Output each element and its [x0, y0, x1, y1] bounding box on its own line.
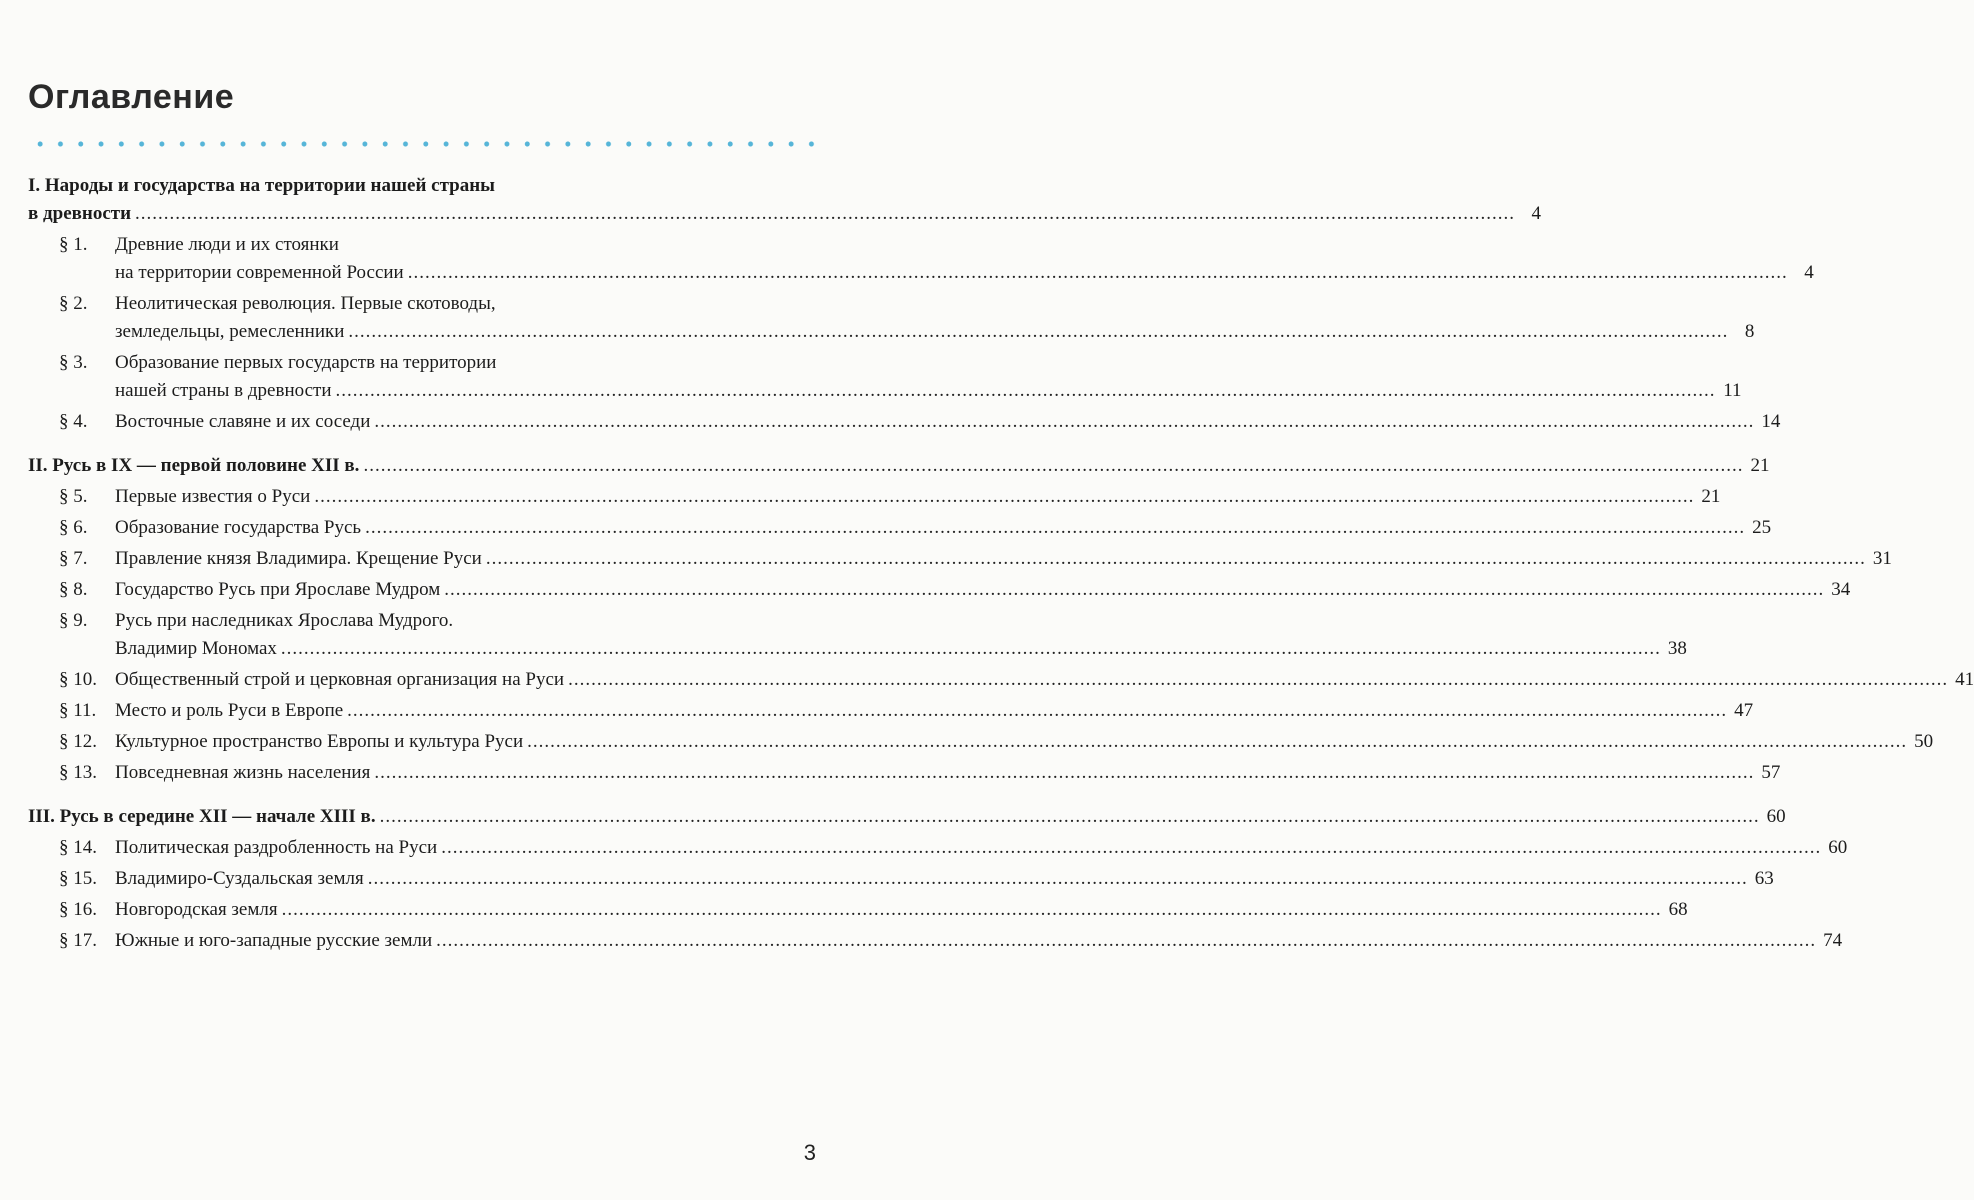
entry-line	[115, 545, 1892, 573]
paragraph-number: § 12.	[59, 731, 97, 752]
dot-leader	[368, 865, 1748, 893]
page-ref: 60	[1766, 806, 1786, 827]
toc-section	[28, 452, 1974, 787]
toc-entry	[28, 576, 1851, 604]
entry-title: Образование государства Русь	[115, 517, 362, 538]
toc-entry	[28, 483, 1721, 511]
entry-body	[115, 231, 1814, 287]
paragraph-number: § 11.	[59, 700, 97, 721]
toc-entry	[28, 607, 1687, 663]
page-ref: 31	[1872, 548, 1892, 569]
page-ref: 21	[1701, 486, 1721, 507]
page-ref: 11	[1723, 380, 1742, 401]
entry-title: Южные и юго-западные русские земли	[115, 930, 433, 951]
page-number: 3	[803, 1140, 816, 1165]
entry-body	[115, 545, 1892, 573]
paragraph-number: § 1.	[59, 234, 88, 255]
entry-body	[115, 728, 1933, 756]
dot-leader	[365, 514, 1745, 542]
page-title: Оглавление	[28, 78, 235, 116]
entry-body	[115, 408, 1780, 436]
page-ref: 25	[1752, 517, 1772, 538]
page-ref: 34	[1831, 579, 1851, 600]
toc-entry	[28, 514, 1772, 542]
paragraph-number: § 5.	[59, 486, 88, 507]
section-line	[28, 803, 1786, 831]
entry-body	[115, 483, 1720, 511]
entry-title: земледельцы, ремесленники	[115, 321, 345, 342]
entry-title-line: Русь при наследниках Ярослава Мудрого.	[115, 610, 454, 631]
entry-title: Владимир Мономах	[115, 638, 277, 659]
paragraph-number: § 9.	[59, 610, 88, 631]
dot-leader	[348, 318, 1728, 346]
entry-title: Место и роль Руси в Европе	[115, 700, 344, 721]
paragraph-number: § 15.	[59, 868, 97, 889]
entry-line	[115, 576, 1850, 604]
toc-entry	[28, 290, 1755, 346]
toc-entry	[28, 408, 1781, 436]
entry-line	[115, 259, 1814, 287]
dot-leader	[282, 896, 1662, 924]
page-ref: 47	[1734, 700, 1754, 721]
dot-leader	[527, 728, 1907, 756]
entry-title: Новгородская земля	[115, 899, 278, 920]
dot-leader	[568, 666, 1948, 694]
page-ref: 4	[1804, 262, 1814, 283]
entry-body	[115, 514, 1771, 542]
dot-leader	[436, 927, 1816, 955]
entry-line	[115, 318, 1754, 346]
toc-section	[28, 803, 1848, 955]
toc-entry	[28, 666, 1974, 694]
page-ref: 41	[1955, 669, 1974, 690]
dot-leader	[347, 697, 1727, 725]
section-heading	[28, 172, 1542, 228]
entry-body	[115, 666, 1974, 694]
page-ref: 50	[1914, 731, 1934, 752]
paragraph-number: § 2.	[59, 293, 88, 314]
section-title: III. Русь в середине XII — начале XIII в.	[28, 806, 376, 827]
entry-line	[115, 514, 1771, 542]
paragraph-number: § 6.	[59, 517, 88, 538]
toc-entry	[28, 545, 1892, 573]
dot-leader	[363, 452, 1743, 480]
entry-title: Общественный строй и церковная организация на Руси	[115, 669, 565, 690]
section-heading	[28, 452, 1770, 480]
paragraph-number: § 14.	[59, 837, 97, 858]
toc-section	[28, 172, 1814, 436]
toc-entry	[28, 896, 1688, 924]
entry-title: Правление князя Владимира. Крещение Руси	[115, 548, 482, 569]
dot-leader	[486, 545, 1866, 573]
entry-title: Политическая раздробленность на Руси	[115, 837, 438, 858]
entry-line	[115, 927, 1842, 955]
paragraph-number: § 17.	[59, 930, 97, 951]
page-ref: 4	[1531, 203, 1542, 224]
page-ref: 68	[1668, 899, 1688, 920]
page-ref: 14	[1761, 411, 1781, 432]
paragraph-number: § 3.	[59, 352, 88, 373]
toc-entry	[28, 349, 1742, 405]
entry-body	[115, 607, 1687, 663]
paragraph-number: § 4.	[59, 411, 88, 432]
page-ref: 57	[1761, 762, 1781, 783]
dot-leader	[374, 408, 1754, 436]
entry-line	[115, 896, 1688, 924]
entry-title: Культурное пространство Европы и культура Руси	[115, 731, 524, 752]
entry-line	[115, 834, 1847, 862]
section-heading	[28, 803, 1786, 831]
page-ref: 21	[1750, 455, 1770, 476]
entry-title: на территории современной России	[115, 262, 404, 283]
entry-title-line: Неолитическая революция. Первые скотоводы,	[115, 293, 496, 314]
entry-body	[115, 576, 1850, 604]
entry-title: Восточные славяне и их соседи	[115, 411, 371, 432]
entry-line	[115, 377, 1742, 405]
paragraph-number: § 13.	[59, 762, 97, 783]
entry-body	[115, 834, 1847, 862]
dot-leader	[441, 834, 1821, 862]
entry-title: Государство Русь при Ярославе Мудром	[115, 579, 441, 600]
entry-line	[115, 697, 1753, 725]
dot-leader	[380, 803, 1760, 831]
entry-line	[115, 408, 1780, 436]
entry-body	[115, 927, 1842, 955]
entry-body	[115, 697, 1753, 725]
paragraph-number: § 8.	[59, 579, 88, 600]
entry-title: Повседневная жизнь населения	[115, 762, 371, 783]
section-line	[28, 452, 1770, 480]
paragraph-number: § 7.	[59, 548, 88, 569]
dot-leader	[135, 200, 1515, 228]
dot-leader	[336, 377, 1716, 405]
entry-title-line: Образование первых государств на территории	[115, 352, 497, 373]
toc-entry	[28, 865, 1774, 893]
entry-body	[115, 896, 1688, 924]
entry-title: Владимиро-Суздальская земля	[115, 868, 364, 889]
entry-body	[115, 759, 1780, 787]
toc-entry	[28, 231, 1814, 287]
entry-line	[115, 728, 1933, 756]
entry-title-line: Древние люди и их стоянки	[115, 234, 339, 255]
page-ref: 38	[1667, 638, 1687, 659]
toc-entry	[28, 759, 1781, 787]
toc-entry	[28, 728, 1934, 756]
section-line	[28, 200, 1542, 228]
dot-leader	[444, 576, 1824, 604]
dot-leader	[281, 635, 1661, 663]
entry-line	[115, 865, 1774, 893]
entry-line	[115, 666, 1974, 694]
page-ref: 63	[1754, 868, 1774, 889]
toc-entry	[28, 697, 1754, 725]
entry-line	[115, 483, 1720, 511]
section-title-line: I. Народы и государства на территории нашей страны	[28, 175, 495, 196]
table-of-contents	[28, 172, 1974, 971]
page-ref: 74	[1823, 930, 1843, 951]
paragraph-number: § 16.	[59, 899, 97, 920]
dot-leader	[408, 259, 1788, 287]
entry-title: Первые известия о Руси	[115, 486, 311, 507]
entry-body	[115, 349, 1742, 405]
dotted-divider	[30, 140, 820, 148]
dot-leader	[374, 759, 1754, 787]
toc-entry	[28, 834, 1848, 862]
entry-line	[115, 635, 1687, 663]
section-title: II. Русь в IX — первой половине XII в.	[28, 455, 360, 476]
entry-body	[115, 290, 1754, 346]
dot-leader	[314, 483, 1694, 511]
entry-title: нашей страны в древности	[115, 380, 332, 401]
page-ref: 60	[1828, 837, 1848, 858]
entry-line	[115, 759, 1780, 787]
paragraph-number: § 10.	[59, 669, 97, 690]
entry-body	[115, 865, 1774, 893]
section-title: в древности	[28, 203, 132, 224]
toc-entry	[28, 927, 1843, 955]
page-ref: 8	[1744, 321, 1755, 342]
